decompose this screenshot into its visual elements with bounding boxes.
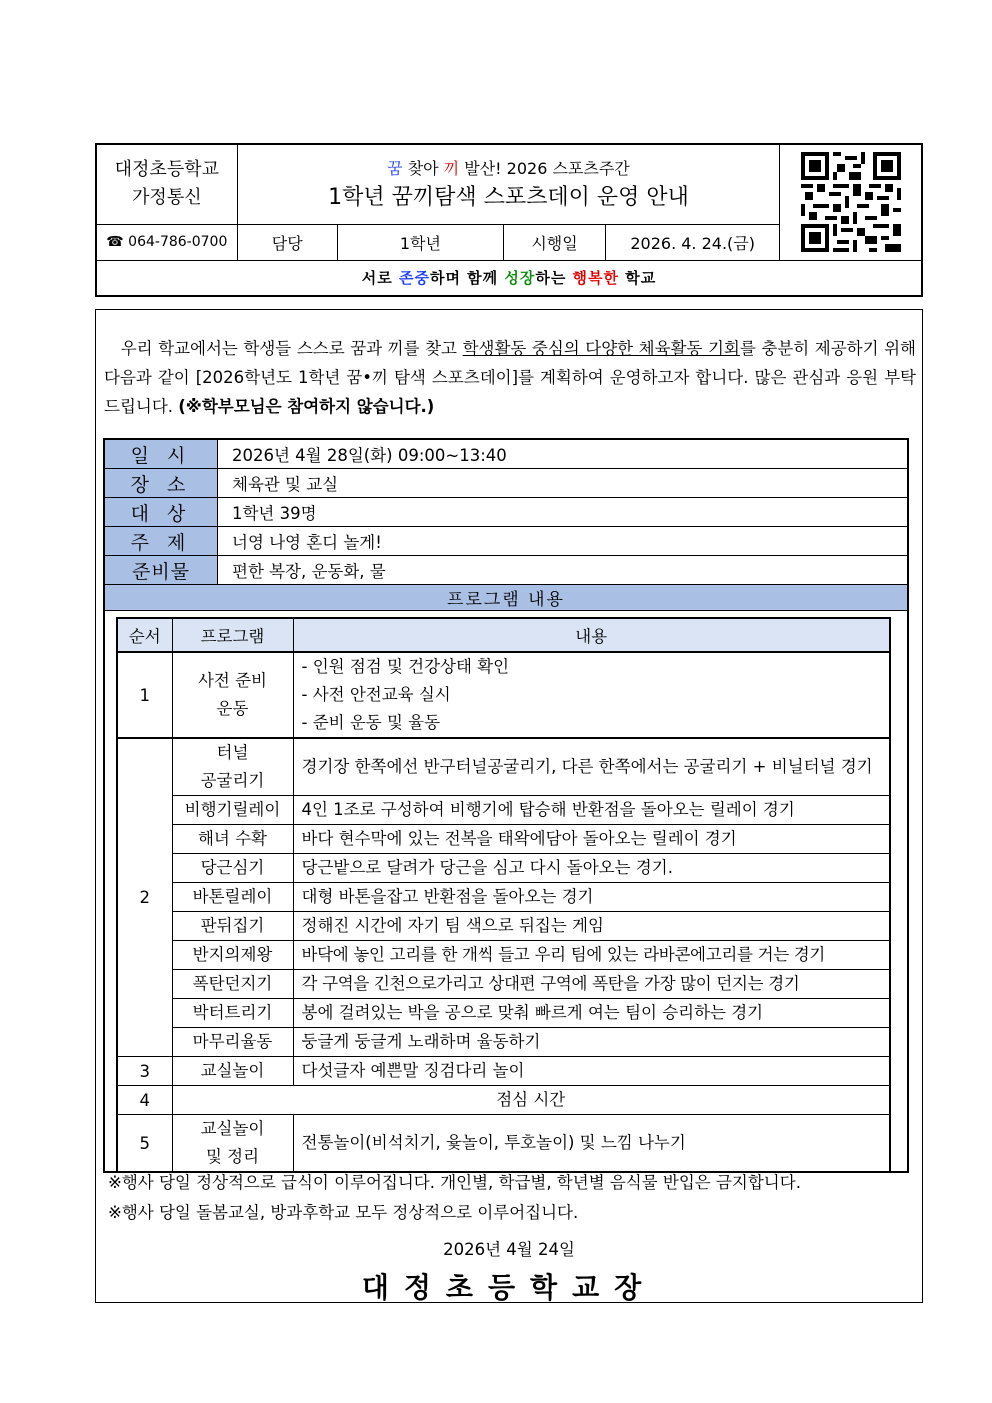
subtitle: 꿈 찾아 끼 발산! 2026 스포츠주간 <box>387 159 630 179</box>
program-name: 해녀 수확 <box>172 825 293 854</box>
program-name: 사전 준비 운동 <box>172 652 293 738</box>
program-desc: 각 구역을 긴천으로가리고 상대편 구역에 폭탄을 가장 많이 던지는 경기 <box>293 970 890 999</box>
col-header-order: 순서 <box>117 618 172 652</box>
phone: ☎ 064-786-0700 <box>96 224 237 260</box>
info-label: 일 시 <box>104 439 218 469</box>
program-section-title: 프로그램 내용 <box>104 585 908 611</box>
info-value: 체육관 및 교실 <box>218 469 909 498</box>
table-row <box>117 912 890 941</box>
note-item: ※행사 당일 정상적으로 급식이 이루어집니다. 개인별, 학급별, 학년별 음식물 반입은 금지합니다. <box>108 1173 801 1192</box>
row-number: 3 <box>117 1057 172 1086</box>
program-desc: 점심 시간 <box>172 1086 890 1115</box>
info-label: 준비물 <box>104 556 218 585</box>
page-title: 1학년 꿈끼탐색 스포츠데이 운영 안내 <box>328 185 689 211</box>
program-desc: 전통놀이(비석치기, 윷놀이, 투호놀이) 및 느낌 나누기 <box>293 1115 890 1173</box>
main-content-box <box>95 309 923 1303</box>
program-name: 바톤릴레이 <box>172 883 293 912</box>
sign-date: 2026년 4월 24일 <box>443 1240 575 1259</box>
row-number: 2 <box>117 738 172 1057</box>
col-header-content: 내용 <box>293 618 890 652</box>
notes <box>108 1168 801 1228</box>
table-row <box>117 1028 890 1057</box>
program-desc: 경기장 한쪽에선 반구터널공굴리기, 다른 한쪽에서는 공굴리기 + 비닐터널 경기 <box>293 738 890 796</box>
row-number: 4 <box>117 1086 172 1115</box>
school-cell <box>96 144 237 224</box>
school-motto: 서로 존중하며 함께 성장하는 행복한 학교 <box>96 260 922 296</box>
program-name: 폭탄던지기 <box>172 970 293 999</box>
program-name: 교실놀이 <box>172 1057 293 1086</box>
program-desc: 4인 1조로 구성하여 비행기에 탑승해 반환점을 돌아오는 릴레이 경기 <box>293 796 890 825</box>
table-row <box>117 652 890 738</box>
program-desc: 대형 바톤을잡고 반환점을 돌아오는 경기 <box>293 883 890 912</box>
qr-cell[interactable] <box>780 144 922 260</box>
info-value: 너영 나영 혼디 놀게! <box>218 527 909 556</box>
manager-value: 1학년 <box>337 224 503 260</box>
info-value: 편한 복장, 운동화, 물 <box>218 556 909 585</box>
table-row <box>117 738 890 796</box>
date-value: 2026. 4. 24.(금) <box>606 224 780 260</box>
program-desc: 둥글게 둥글게 노래하며 율동하기 <box>293 1028 890 1057</box>
program-desc: - 인원 점검 및 건강상태 확인 - 사전 안전교육 실시 - 준비 운동 및 율동 <box>293 652 890 738</box>
program-name: 터널 공굴리기 <box>172 738 293 796</box>
program-desc: 바다 현수막에 있는 전복을 태왁에담아 돌아오는 릴레이 경기 <box>293 825 890 854</box>
program-name: 당근심기 <box>172 854 293 883</box>
program-desc: 당근밭으로 달려가 당근을 심고 다시 돌아오는 경기. <box>293 854 890 883</box>
table-row <box>117 999 890 1028</box>
school-name: 대정초등학교 <box>114 159 219 181</box>
program-name: 판뒤집기 <box>172 912 293 941</box>
col-header-program: 프로그램 <box>172 618 293 652</box>
row-number: 5 <box>117 1115 172 1173</box>
table-row <box>117 1115 890 1173</box>
program-desc: 바닥에 놓인 고리를 한 개씩 들고 우리 팀에 있는 라바콘에고리를 거는 경기 <box>293 941 890 970</box>
signature: 대정초등학교장 <box>361 1271 657 1304</box>
manager-label: 담당 <box>237 224 337 260</box>
program-name: 마무리율동 <box>172 1028 293 1057</box>
program-desc: 다섯글자 예쁜말 징검다리 놀이 <box>293 1057 890 1086</box>
table-row <box>117 825 890 854</box>
table-row <box>117 1057 890 1086</box>
program-name: 교실놀이 및 정리 <box>172 1115 293 1173</box>
info-label: 장 소 <box>104 469 218 498</box>
date-label: 시행일 <box>503 224 605 260</box>
title-cell <box>237 144 780 224</box>
row-number: 1 <box>117 652 172 738</box>
doc-type: 가정통신 <box>132 187 202 209</box>
program-name: 박터트리기 <box>172 999 293 1028</box>
program-table <box>116 617 891 1173</box>
info-value: 2026년 4월 28일(화) 09:00~13:40 <box>218 439 909 469</box>
table-row <box>117 883 890 912</box>
table-row <box>117 796 890 825</box>
table-row <box>117 941 890 970</box>
table-row <box>117 1086 890 1115</box>
intro-paragraph: 우리 학교에서는 학생들 스스로 꿈과 끼를 찾고 학생활동 중심의 다양한 체육활동 기회를 충분히 제공하기 위해 다음과 같이 [2026학년도 1학년 꿈•끼 탐색 스포츠데이]를 계획하여 운영하고자 합니다. 많은 관심과 응원 부탁드립니다. (※학부모님은 참여하지 않습니다.) <box>104 339 916 416</box>
program-name: 반지의제왕 <box>172 941 293 970</box>
program-desc: 봉에 걸려있는 박을 공으로 맞춰 빠르게 여는 팀이 승리하는 경기 <box>293 999 890 1028</box>
program-name: 비행기릴레이 <box>172 796 293 825</box>
program-desc: 정해진 시간에 자기 팀 색으로 뒤집는 게임 <box>293 912 890 941</box>
header-table <box>95 143 923 297</box>
table-row <box>117 854 890 883</box>
note-item: ※행사 당일 돌봄교실, 방과후학교 모두 정상적으로 이루어집니다. <box>108 1203 579 1222</box>
qr-code-icon[interactable] <box>801 152 901 252</box>
table-row <box>117 970 890 999</box>
info-label: 대 상 <box>104 498 218 527</box>
info-label: 주 제 <box>104 527 218 556</box>
info-value: 1학년 39명 <box>218 498 909 527</box>
